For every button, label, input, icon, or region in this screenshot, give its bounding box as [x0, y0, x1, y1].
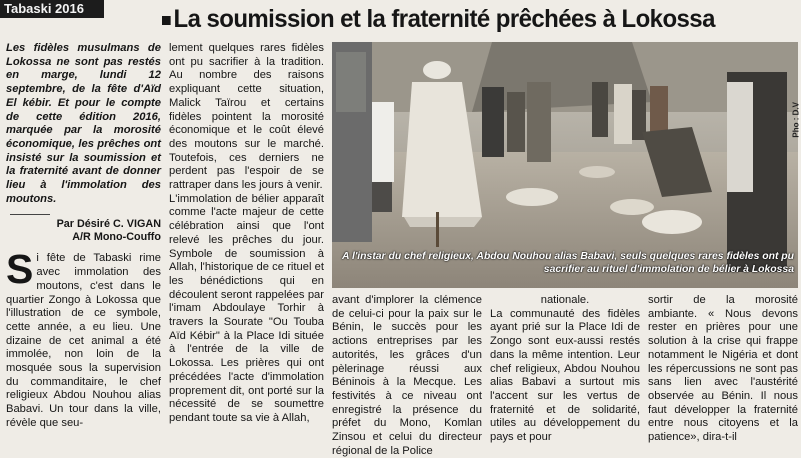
column-5-body: sortir de la morosité ambiante. « Nous devons rester en prières pour une solution à la crise qui frappe notamment le Nigéria et dont les répercussions ne sont pas sans lien avec l'austérité observée au Bénin. Il nous faut développer la fraternité entre nous citoyens et la patience», dira-t-il: [648, 294, 798, 444]
column-2-body: lement quelques rares fidèles ont pu sacrifier à la tradition. Au nombre des raisons expliquant cette situation, Malick Taïrou et certains fidèles pointent la morosité économique et le coût élevé des moutons sur le marché. Toutefois, ces derniers ne perdent pas l'espoir de se rattraper dans les jours à venir.: [169, 42, 324, 192]
article-column-4: [490, 294, 640, 445]
drop-cap: S: [6, 246, 34, 293]
photo-caption: A l'instar du chef religieux, Abdou Nouhou alias Babavi, seuls quelques rares fidèles ont pu sacrifier au rituel d'immolation de bélier à Lokossa: [341, 251, 794, 275]
article-column-1: [6, 42, 161, 431]
column-4-body-2: La communauté des fidèles ayant prié sur la Place Idi de Zongo sont eux-aussi restés dans la même intention. Leur chef religieux, Abdou Nouhou alias Babavi a surtout mis l'accent sur les vertus de fraternité et de solidarité, utiles au développement du pays et pour: [490, 307, 640, 444]
article-headline: [162, 2, 773, 36]
article-column-5: [648, 294, 798, 445]
column-2-body-2: L'immolation de bélier apparaît comme l'acte majeur de cette célébration ainsi que l'ont relevé les prêches du jour. Symbole de soumission à Allah, l'historique de ce rituel et les bénédictions qui en découlent seront rappelées par l'imam Abdoulaye Torhir à travers la Sourate "Ou Touba Aïd Kébir" à la Place Idi située à l'entrée de la ville de Lokossa. Les prières qui ont précédées l'acte d'immolation proprement dit, ont porté sur la nécessité de se soumettre pendant toute sa vie à Allah,: [169, 192, 324, 424]
article-column-2: [169, 42, 324, 426]
column-3-body: avant d'implorer la clémence de celui-ci pour la paix sur le Bénin, le succès pour les actions entreprises par les autorités, les grâces d'un pèlerinage réussi aux Béninois à la Mecque. Les festivités à ce niveau ont enregistré la présence du préfet du Mono, Komlan Zinsou et celui du directeur régional de la Police: [332, 294, 482, 457]
column-1-text: [6, 246, 161, 430]
column-1-body: i fête de Tabaski rime avec immolation des moutons, c'est dans le quartier Zongo à Lokossa que l'illustration de ce symbole, cette année, a eu lieu. Une dizaine de cet animal a été immolée, non loin de la mosquée sous la supervision du commanditaire, le chef religieux Abdou Nouhou alias Babavi. Un tour dans la ville, révèle que seu-: [6, 252, 161, 429]
column-4-body: nationale.: [540, 294, 590, 306]
photo-credit: Pho : D.V: [792, 102, 801, 138]
article-column-3: [332, 294, 482, 458]
headline-bullet-icon: [162, 16, 171, 25]
article-lead: Les fidèles musulmans de Lokossa ne sont pas restés en marge, lundi 12 septembre, de la fête d'Aïd El kébir. Et pour le compte de cette édition 2016, marquée par la morosité économique, les prêches ont insisté sur la soumission et la fraternité avant de donner lieu à l'immolation des moutons.: [6, 42, 161, 205]
byline-divider: [10, 214, 50, 215]
section-rubric: Tabaski 2016: [0, 0, 104, 18]
byline-role: A/R Mono-Couffo: [72, 231, 161, 244]
byline-author: Par Désiré C. VIGAN: [56, 218, 161, 231]
article-photo: [332, 42, 801, 288]
headline-text: La soumission et la fraternité prêchées à Lokossa: [173, 5, 715, 33]
